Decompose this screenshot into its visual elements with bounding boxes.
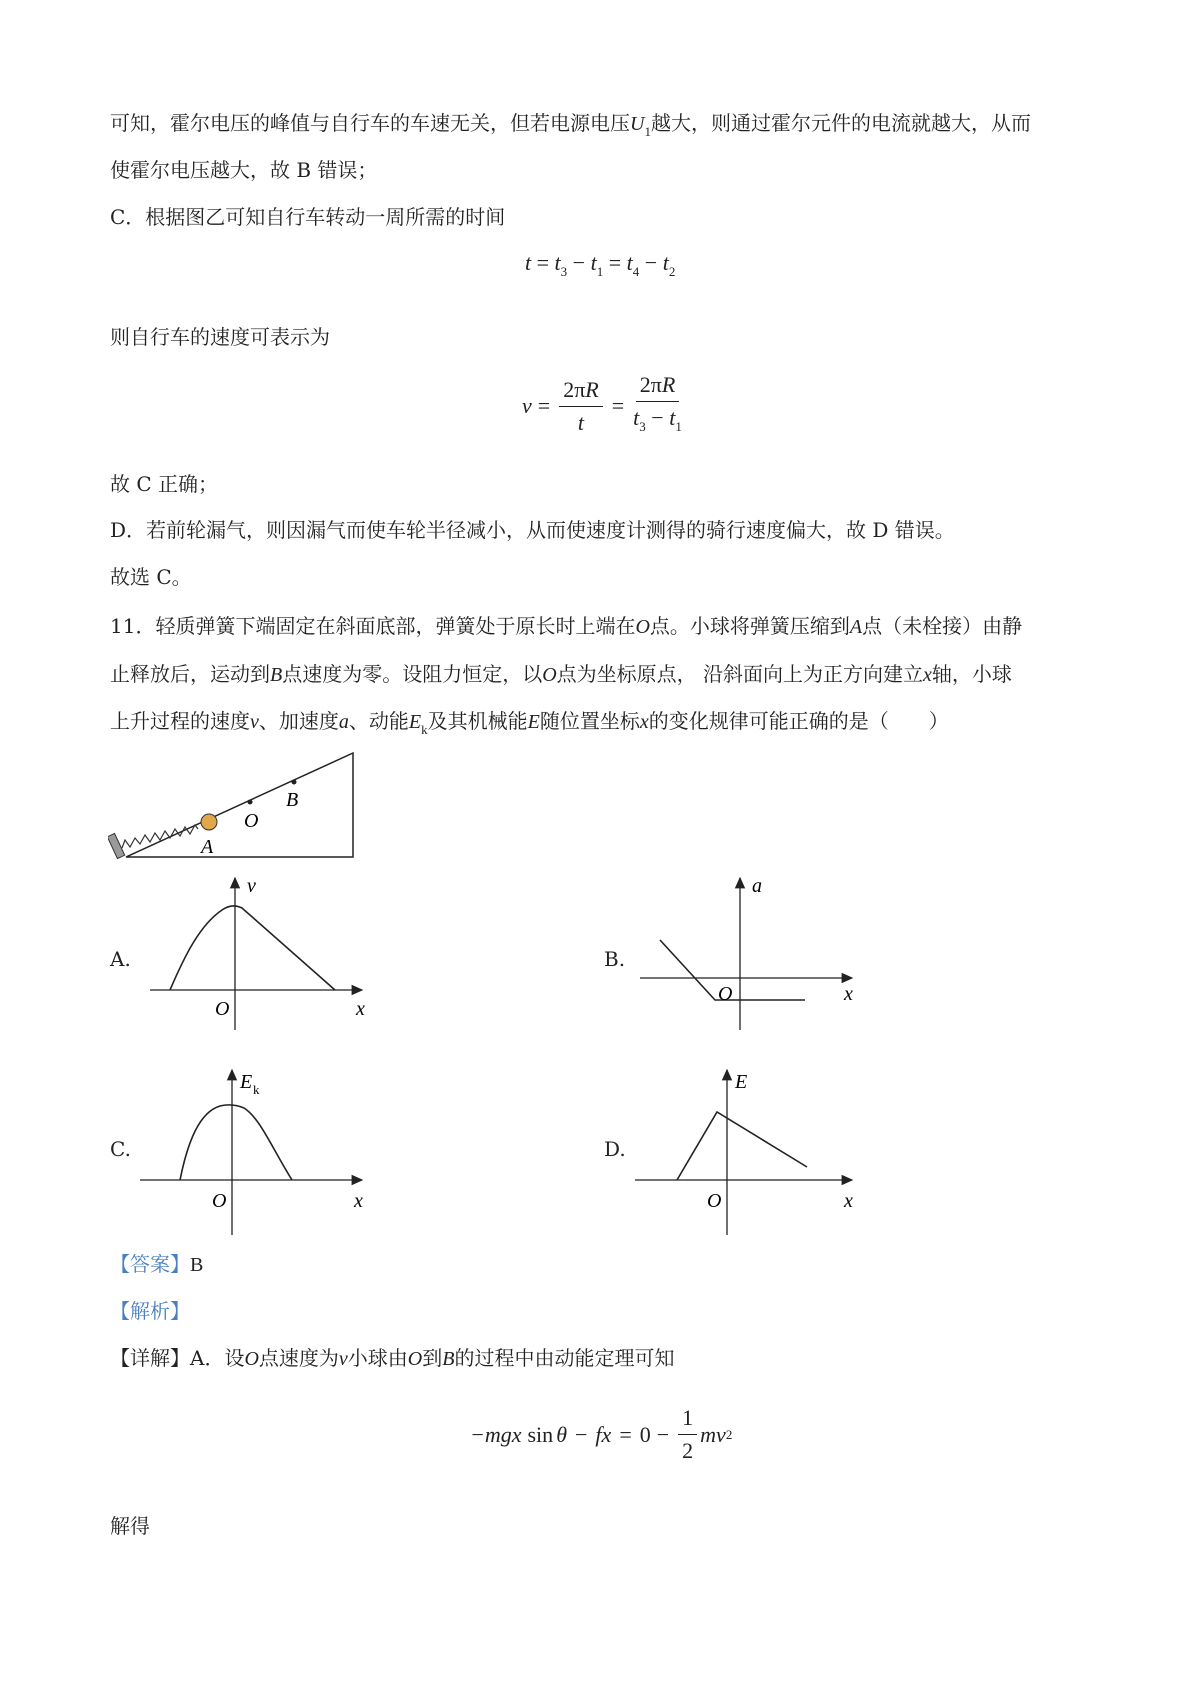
eq-minus: −	[575, 1421, 588, 1447]
option-D-label: D.	[604, 1137, 626, 1161]
eq-theta: θ	[556, 1421, 567, 1447]
eq-sub: 2	[668, 264, 676, 279]
axis-label-a: a	[752, 875, 762, 897]
sym-a: a	[338, 711, 349, 733]
para-d-line2: 故选 C。	[110, 565, 192, 589]
eq-den: 2	[682, 1438, 694, 1463]
axis-label-k: k	[253, 1082, 260, 1097]
axis-label-x: x	[844, 983, 853, 1005]
bracket: 【	[110, 1252, 130, 1276]
equation-time	[525, 250, 675, 280]
curve-E	[677, 1112, 807, 1180]
label-O: O	[244, 810, 259, 832]
eq-fx: fx	[595, 1421, 612, 1447]
fraction-2	[633, 372, 682, 440]
eq-sub: 1	[596, 264, 604, 279]
sym-k: k	[421, 722, 428, 737]
bracket: 】	[170, 1299, 190, 1323]
sym-v: v	[338, 1348, 348, 1370]
bracket: 【	[110, 1299, 130, 1323]
final-line: 解得	[110, 1514, 150, 1538]
curve-v	[170, 906, 335, 990]
analysis-tag: 解析	[130, 1299, 170, 1323]
equation-velocity	[522, 372, 685, 440]
sym-x: x	[639, 711, 649, 733]
para-d-line1: D．若前轮漏气，则因漏气而使车轮半径减小，从而使速度计测得的骑行速度偏大，故 D 错误。	[110, 518, 955, 542]
sym-A: A	[849, 616, 863, 638]
text: 点。小球将弹簧压缩到	[649, 614, 850, 638]
eq-minus: −	[656, 1421, 670, 1447]
option-A-label: A.	[110, 947, 131, 971]
text: 越大，则通过霍尔元件的电流就越大，从而	[650, 111, 1031, 135]
incline-figure	[108, 745, 358, 865]
option-B-label: B.	[604, 947, 626, 971]
eq-minus: −	[572, 250, 586, 275]
eq-sign: =	[608, 250, 622, 275]
option-D-graph	[635, 1060, 865, 1240]
point-O	[248, 800, 253, 805]
fraction-half	[678, 1405, 697, 1464]
fraction-1	[559, 377, 603, 436]
eq-minus: −	[651, 405, 664, 430]
eq-R: R	[661, 372, 676, 397]
sym-O: O	[542, 664, 557, 686]
origin-label: O	[718, 983, 733, 1005]
eq-mgx: −mgx	[470, 1421, 522, 1447]
axis-label-v: v	[247, 875, 256, 897]
text: 及其机械能	[427, 709, 528, 733]
origin-label: O	[215, 998, 230, 1020]
q11-line2	[110, 660, 1012, 689]
sym-O: O	[244, 1348, 259, 1370]
eq-t1: t	[669, 405, 676, 430]
q11-line1	[110, 612, 1022, 641]
text: 、加速度	[258, 709, 339, 733]
eq-t: t	[577, 409, 585, 435]
text: 止释放后，运动到	[110, 662, 270, 686]
spring	[122, 825, 198, 848]
eq-t2: t	[662, 250, 669, 275]
origin-label: O	[212, 1190, 227, 1212]
text: 轴，小球	[931, 662, 1012, 686]
option-C-label: C.	[110, 1137, 131, 1161]
eq-zero: 0	[639, 1421, 651, 1447]
label-B: B	[286, 789, 299, 811]
text: 到	[422, 1346, 443, 1370]
text: 小球由	[347, 1346, 408, 1370]
eq-sub: 4	[632, 264, 640, 279]
eq-sign: =	[619, 1421, 632, 1447]
eq-t3: t	[633, 405, 640, 430]
eq-sub: 1	[675, 419, 682, 434]
text: 点为坐标原点， 沿斜面向上为正方向建立	[556, 662, 924, 686]
para-b-line1	[110, 109, 1031, 146]
sym-B: B	[270, 664, 283, 686]
para-b-line2: 使霍尔电压越大，故 B 错误；	[110, 158, 378, 182]
bracket: 】	[170, 1252, 190, 1276]
text: 、动能	[348, 709, 409, 733]
curve-a	[660, 940, 805, 1000]
text: 点（未栓接）由静	[862, 614, 1023, 638]
eq-sign: =	[611, 393, 625, 418]
eq-t1: t	[590, 250, 597, 275]
sym-v: v	[250, 711, 259, 733]
eq-minus: −	[644, 250, 658, 275]
ball	[201, 814, 217, 830]
answer-line	[110, 1250, 203, 1279]
text: 点速度为零。设阻力恒定，以	[282, 662, 543, 686]
axis-label-x: x	[844, 1190, 853, 1212]
curve-ek	[180, 1105, 292, 1180]
text: 11．轻质弹簧下端固定在斜面底部，弹簧处于原长时上端在	[110, 614, 636, 638]
para-c-line2: 则自行车的速度可表示为	[110, 325, 330, 349]
analysis-line	[110, 1297, 190, 1325]
eq-t: t	[525, 250, 532, 275]
eq-mv: mv	[700, 1421, 726, 1447]
u-subscript: 1	[644, 124, 651, 139]
text: 的过程中由动能定理可知	[454, 1346, 675, 1370]
eq-2pi: 2π	[639, 372, 662, 397]
eq-sub: 3	[639, 419, 646, 434]
detail-tag: 详解	[130, 1346, 170, 1370]
option-C-graph	[140, 1060, 370, 1240]
eq-v: v	[522, 393, 532, 418]
eq-t3: t	[554, 250, 561, 275]
detail-line	[110, 1344, 674, 1373]
axis-label-E: E	[735, 1071, 748, 1093]
text: 上升过程的速度	[110, 709, 250, 733]
u-symbol: U	[630, 113, 645, 135]
label-A: A	[201, 836, 214, 858]
equation-energy	[470, 1405, 732, 1464]
axis-label-x: x	[356, 998, 365, 1020]
para-c-line1: C．根据图乙可知自行车转动一周所需的时间	[110, 205, 506, 229]
axis-label-x: x	[354, 1190, 363, 1212]
text: A．设	[190, 1346, 245, 1370]
option-A-graph	[150, 870, 380, 1035]
answer-value: B	[190, 1254, 204, 1276]
option-B-graph	[640, 870, 870, 1035]
bracket: 【	[110, 1346, 130, 1370]
point-B	[292, 780, 297, 785]
incline-triangle	[126, 753, 353, 857]
origin-label: O	[707, 1190, 722, 1212]
text: 的变化规律可能正确的是（ ）	[648, 709, 949, 733]
axis-label-E: E	[240, 1071, 253, 1093]
text: 可知，霍尔电压的峰值与自行车的车速无关，但若电源电压	[110, 111, 630, 135]
eq-2pi: 2π	[563, 376, 586, 402]
eq-sub: 3	[560, 264, 568, 279]
sym-O: O	[635, 616, 650, 638]
text: 点速度为	[258, 1346, 339, 1370]
sym-O: O	[407, 1348, 423, 1370]
eq-sin: sin	[527, 1421, 554, 1447]
q11-line3	[110, 707, 949, 744]
eq-R: R	[585, 376, 599, 402]
sym-B: B	[442, 1348, 455, 1370]
sym-E: E	[408, 711, 422, 733]
para-c-line3: 故 C 正确；	[110, 472, 219, 496]
text: 随位置坐标	[539, 709, 640, 733]
sym-x: x	[923, 664, 932, 686]
eq-t4: t	[626, 250, 633, 275]
eq-sign: =	[537, 393, 551, 418]
eq-sign: =	[536, 250, 550, 275]
eq-num: 1	[678, 1405, 697, 1435]
eq-square: 2	[725, 1426, 733, 1442]
bracket: 】	[170, 1346, 190, 1370]
answer-tag: 答案	[130, 1252, 170, 1276]
sym-E: E	[527, 711, 540, 733]
